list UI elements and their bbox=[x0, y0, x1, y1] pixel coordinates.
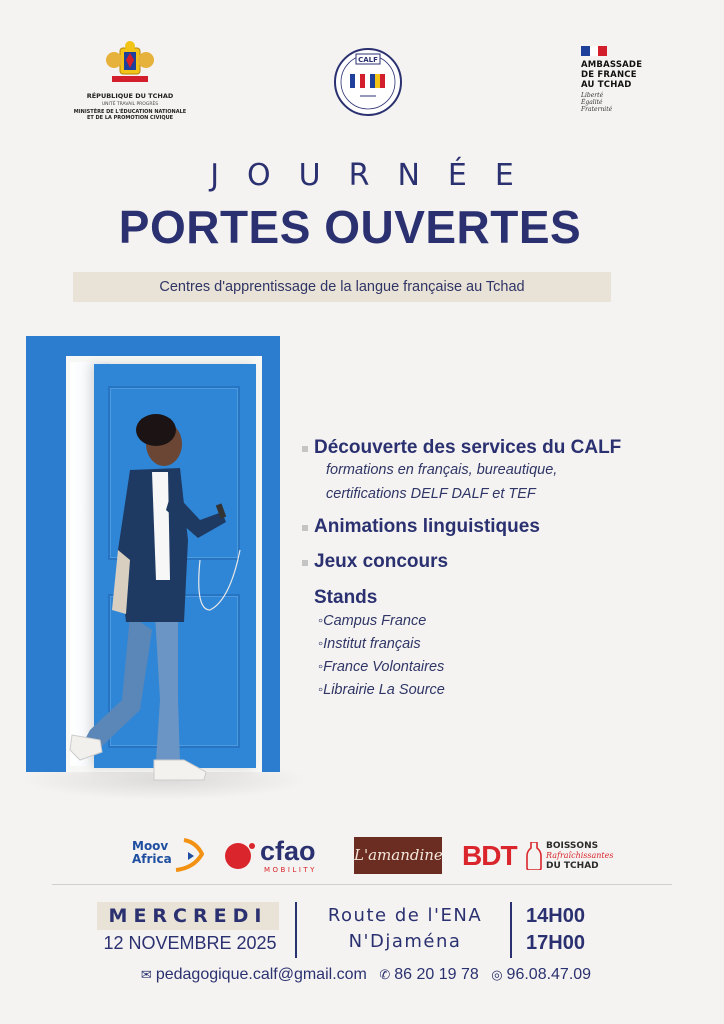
whatsapp-icon: ◎ bbox=[491, 967, 503, 982]
footer-divider bbox=[52, 884, 672, 885]
services-desc-line2: certifications DELF DALF et TEF bbox=[326, 486, 536, 502]
motto-liberte: Liberté bbox=[581, 92, 604, 99]
event-day: MERCREDI bbox=[97, 902, 279, 930]
subtitle-banner: Centres d'apprentissage de la langue française au Tchad bbox=[73, 272, 611, 302]
event-date: 12 NOVEMBRE 2025 bbox=[103, 933, 277, 953]
contact-phone[interactable]: 86 20 19 78 bbox=[394, 966, 479, 983]
embassy-logo bbox=[581, 46, 681, 113]
bottle-icon bbox=[526, 842, 542, 870]
motto-fraternite: Fraternité bbox=[581, 106, 613, 113]
moov-africa-logo: Moov Africa bbox=[122, 836, 206, 874]
mail-icon: ✉ bbox=[140, 967, 152, 982]
title-kicker: JOURNÉE bbox=[210, 158, 542, 193]
main-title: PORTES OUVERTES bbox=[118, 201, 582, 253]
event-location bbox=[300, 903, 510, 955]
motto-egalite: Égalité bbox=[581, 99, 603, 106]
location-line1: Route de l'ENA bbox=[327, 905, 483, 926]
embassy-line2: DE FRANCE bbox=[581, 70, 637, 80]
program-item-jeux: Jeux concours bbox=[302, 551, 448, 573]
embassy-line1: AMBASSADE bbox=[581, 60, 643, 70]
contact-whatsapp[interactable]: 96.08.47.09 bbox=[506, 966, 592, 983]
time-end: 17H00 bbox=[526, 932, 585, 954]
program-item-animations: Animations linguistiques bbox=[302, 516, 540, 538]
program-item-services: Découverte des services du CALF bbox=[302, 437, 621, 459]
embassy-line3: AU TCHAD bbox=[581, 80, 632, 90]
location-line2: N'Djaména bbox=[348, 931, 462, 952]
separator bbox=[295, 902, 297, 958]
calf-logo bbox=[332, 46, 404, 118]
bullet-square-icon bbox=[302, 560, 308, 566]
services-desc-line1: formations en français, bureautique, bbox=[326, 462, 558, 478]
contact-line bbox=[0, 966, 724, 984]
ministry-name: MINISTÈRE DE L'ÉDUCATION NATIONALE ET DE LA PROMOTION CIVIQUE bbox=[73, 109, 187, 121]
separator bbox=[510, 902, 512, 958]
bdt-logo: BDT BOISSONS Rafraîchissantes DU TCHAD bbox=[462, 840, 614, 871]
walking-woman-illustration bbox=[60, 400, 260, 790]
stand-item: ◦Campus France bbox=[318, 613, 427, 629]
stand-item: ◦Librairie La Source bbox=[318, 682, 445, 698]
stand-item: ◦Institut français bbox=[318, 636, 421, 652]
coat-of-arms-icon bbox=[104, 40, 156, 86]
republic-motto: UNITÉ TRAVAIL PROGRÈS bbox=[101, 102, 159, 107]
bullet-square-icon bbox=[302, 446, 308, 452]
stand-item: ◦France Volontaires bbox=[318, 659, 445, 675]
event-time bbox=[526, 903, 585, 957]
calf-logo-text: CALF bbox=[358, 56, 378, 64]
bullet-square-icon bbox=[302, 525, 308, 531]
contact-email[interactable]: pedagogique.calf@gmail.com bbox=[155, 966, 367, 983]
phone-icon: ✆ bbox=[379, 967, 391, 982]
republic-name: RÉPUBLIQUE DU TCHAD bbox=[86, 92, 174, 100]
ministry-logo bbox=[70, 40, 190, 121]
program-item-stands: Stands bbox=[314, 587, 378, 608]
time-start: 14H00 bbox=[526, 905, 585, 927]
cfao-logo: cfao MOBILITY bbox=[224, 836, 340, 876]
french-flag-icon bbox=[581, 46, 607, 56]
lamandine-logo: L'amandine bbox=[354, 837, 442, 874]
